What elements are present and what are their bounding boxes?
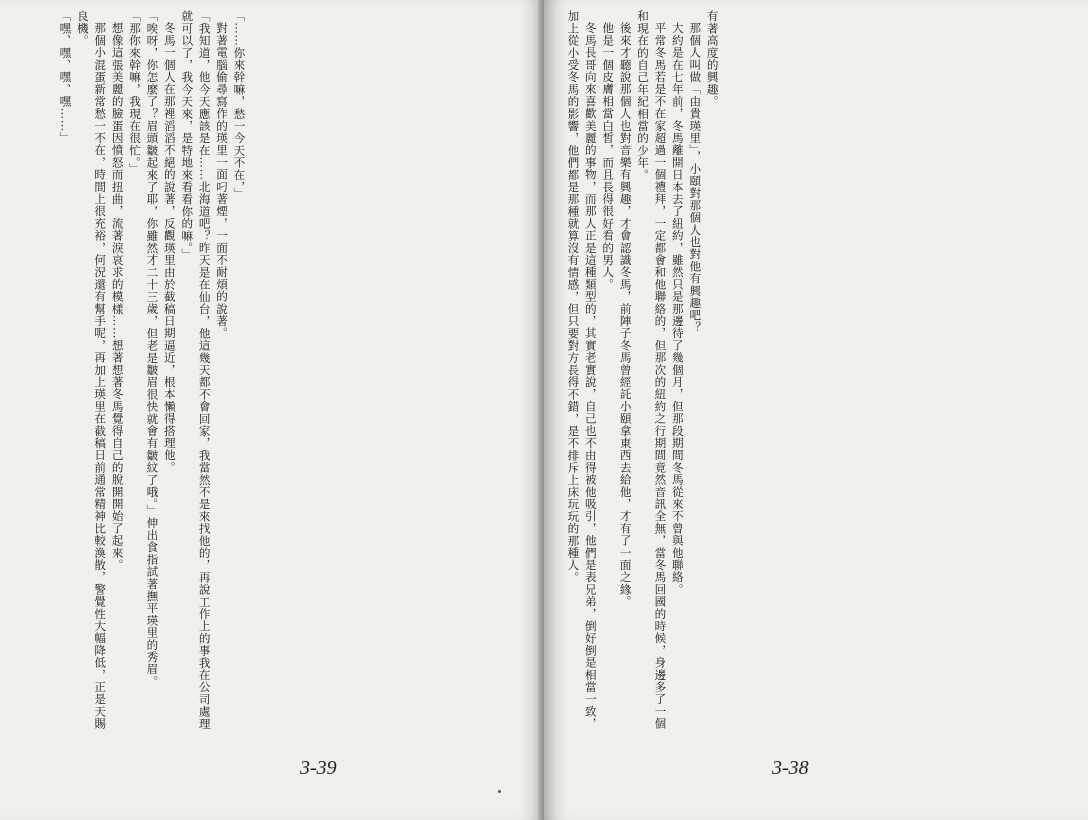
paragraph: 「唉呀，你怎麼了？眉頭皺起來了耶，你雖然才二十三歲，但老是皺眉很快就會有皺紋了哦。」伸出食指試著撫平瑛里的秀眉。 — [145, 10, 160, 688]
print-dot — [498, 790, 501, 793]
paragraph: 「嘿、嘿、嘿、嘿……」 — [58, 10, 73, 145]
right-page — [544, 0, 1088, 820]
paragraph: 冬馬一個人在那裡滔滔不絕的說著，反觀瑛里由於截稿日期逼近，根本懶得搭理他。 — [162, 21, 177, 473]
paragraph: 「……你來幹嘛，愁一今天不在，」 — [232, 10, 247, 200]
paragraph: 那個人叫做「由貴瑛里」，小頤對那個人也對他有興趣吧？ — [688, 21, 703, 333]
left-page-text-area — [56, 10, 528, 735]
page-number: 3-39 — [300, 757, 337, 779]
paragraph: 大約是在七年前，冬馬離開日本去了紐約，雖然只是那邊待了幾個月，但那段期間冬馬從來不曾與他聯絡。 — [670, 21, 685, 595]
paragraph: 後來才聽說那個人也對音樂有興趣，才會認識冬馬，前陣子冬馬曾經託小頤拿東西去給他，才有了一面之緣。 — [618, 21, 633, 608]
paragraph: 想像這張美麗的臉蛋因憤怒而扭曲，流著淚哀求的模樣……想著想著冬馬覺得自己的脫開開始了起來。 — [110, 21, 125, 571]
paragraph: 「我知道，他今天應該是在……北海道吧？昨天是在仙台，他這幾天都不會回家，我當然不是來找他的，再說工作上的事我在公司處理就可以了，我今天來，是特地來看看你的嘛。」 — [180, 10, 212, 730]
paragraph: 冬馬長哥向來喜歡美麗的事物，而那人正是這種類型的，其實老實說，自己也不由得被他吸引，他們是表兄弟，倒好倒是相當一致，加上從小受冬馬的影響，他們都是那種就算沒有情感，但只要對方長得不錯，是不排斥上床玩玩的那種人。 — [566, 10, 598, 730]
page-number: 3-38 — [772, 757, 809, 779]
left-page-text — [56, 10, 247, 735]
paragraph: 那個小混蛋新常愁一不在，時間上很充裕，何況還有幫手呢，再加上瑛里在截稿日前通常精神比較渙散，警覺性大幅降低，正是天賜良機。 — [75, 10, 108, 730]
right-page-text-area — [564, 10, 1064, 735]
paragraph: 他是一個皮膚相當白皙，而且長得很好看的男人。 — [601, 21, 616, 290]
paragraph: 平常冬馬若是不在家超過一個禮拜，一定都會和他聯絡的，但那次的紐約之行期間竟然音訊全無，當冬馬回國的時候，身邊多了一個和現在的自己年紀相當的少年。 — [636, 10, 668, 730]
paragraph: 「那你來幹嘛，我現在很忙。」 — [128, 10, 143, 175]
right-page-text — [564, 10, 721, 735]
paragraph: 對著電腦偷尋寫作的瑛里一面叼著煙，一面不耐煩的說著。 — [215, 21, 230, 339]
paragraph: 有著高度的興趣。 — [705, 10, 720, 108]
